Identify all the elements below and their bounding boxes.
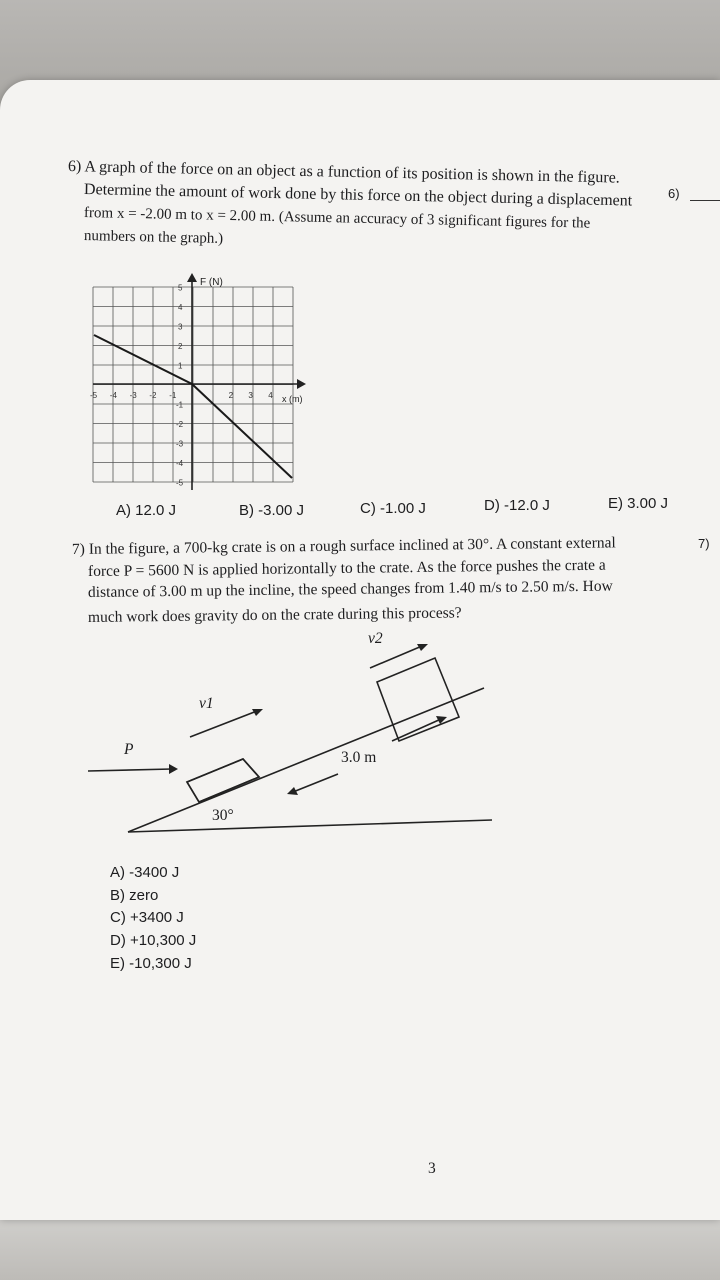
q6-choice-a[interactable]: A) 12.0 J (116, 502, 177, 519)
q7-line-3: distance of 3.00 m up the incline, the speed changes from 1.40 m/s to 2.50 m/s. How (87, 577, 613, 601)
y-tick-label: -5 (176, 478, 184, 488)
crate-1-body (187, 759, 259, 802)
x-tick-label: -5 (90, 391, 98, 400)
q7-line-2: force P = 5600 N is applied horizontally to the crate. As the force pushes the crate a (87, 556, 606, 580)
q6-choice-c[interactable]: C) -1.00 J (360, 500, 426, 517)
y-tick-label: -2 (176, 420, 184, 429)
y-tick-label: 4 (178, 303, 183, 312)
v2-label: v2 (368, 630, 383, 647)
v1-arrow (190, 711, 257, 737)
y-tick-label: -4 (176, 459, 184, 468)
q7-choice-d[interactable]: D) +10,300 J (110, 932, 197, 949)
q7-margin-number: 7) (698, 536, 710, 551)
x-tick-label: 2 (228, 391, 234, 400)
q7-choice-c[interactable]: C) +3400 J (110, 909, 184, 926)
v1-label: v1 (199, 695, 214, 712)
x-tick-label: -2 (149, 391, 157, 400)
ground-line (128, 820, 492, 832)
y-tick-label: -3 (176, 439, 184, 449)
force-p-arrow (88, 769, 172, 771)
q6-line-4: numbers on the graph.) (83, 228, 224, 247)
q6-choice-d[interactable]: D) -12.0 J (484, 497, 550, 514)
q6-choice-e[interactable]: E) 3.00 J (608, 495, 669, 512)
q7-choice-e[interactable]: E) -10,300 J (110, 955, 192, 972)
y-tick-label: 5 (178, 283, 183, 293)
angle-label: 30° (212, 807, 234, 824)
y-tick-label: -1 (176, 400, 184, 410)
x-tick-label: -3 (129, 391, 137, 400)
q7-choice-b[interactable]: B) zero (110, 887, 159, 904)
incline-surface (128, 688, 484, 832)
q6-line-1: 6) A graph of the force on an object as a function of its position is shown in the figure. (67, 158, 620, 187)
force-p-label: P (124, 741, 134, 758)
distance-label: 3.0 m (341, 749, 377, 766)
q7-line-4: much work does gravity do on the crate during this process? (87, 604, 462, 626)
y-tick-label: 3 (178, 322, 183, 332)
x-tick-label: -4 (109, 391, 117, 400)
q7-choice-a[interactable]: A) -3400 J (110, 864, 180, 881)
x-tick-label: -1 (169, 391, 177, 400)
q6-choice-b[interactable]: B) -3.00 J (239, 502, 305, 519)
y-tick-label: 1 (178, 361, 183, 371)
y-tick-label: 2 (178, 342, 183, 351)
q6-line-2: Determine the amount of work done by this force on the object during a displacement (83, 181, 633, 210)
distance-arrow-down (293, 774, 338, 792)
page-number: 3 (428, 1160, 436, 1177)
x-tick-label: 4 (268, 391, 273, 400)
q7-line-1: 7) In the figure, a 700-kg crate is on a rough surface inclined at 30°. A constant external (71, 534, 616, 558)
v2-arrow (370, 646, 422, 668)
q6-line-3: from x = -2.00 m to x = 2.00 m. (Assume an accuracy of 3 significant figures for the (83, 205, 591, 232)
y-axis-label: F (N) (200, 277, 223, 288)
q6-margin-number: 6) (668, 186, 680, 201)
x-axis-label: x (m) (282, 394, 303, 404)
x-tick-label: 3 (248, 391, 253, 400)
